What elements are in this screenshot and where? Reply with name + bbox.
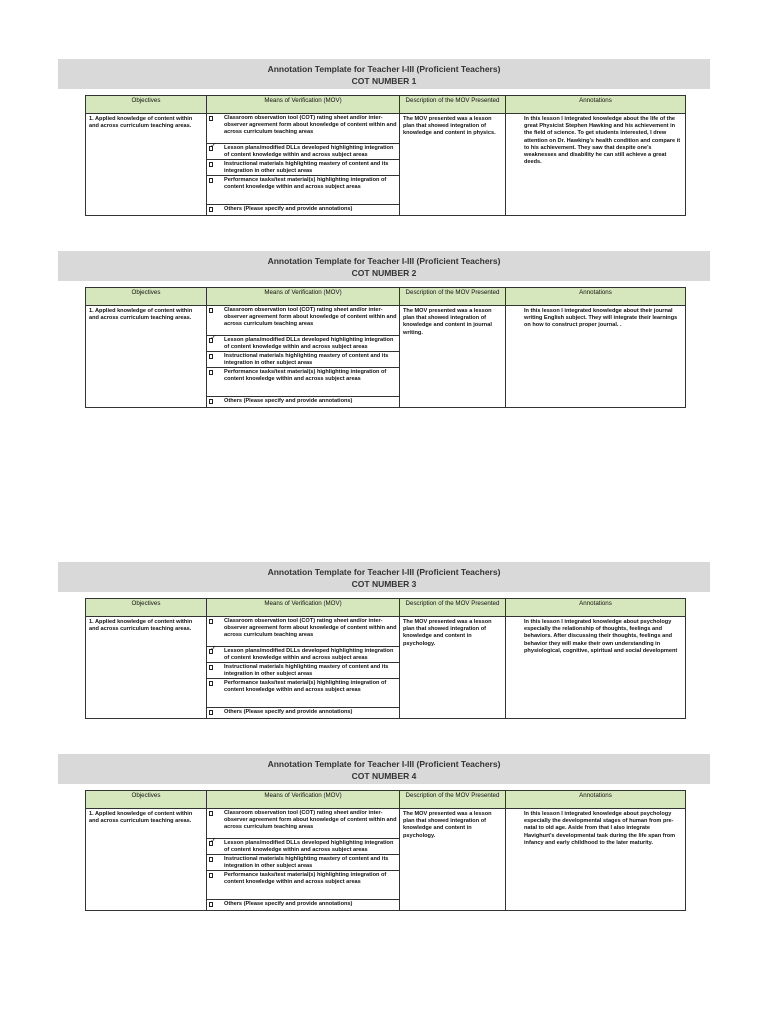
description-cell: The MOV presented was a lesson plan that showed integration of knowledge and content in journal writing. [400, 306, 506, 408]
description-cell: The MOV presented was a lesson plan that showed integration of knowledge and content in psychology. [400, 617, 506, 719]
section-banner [58, 754, 710, 784]
checkbox-icon [209, 398, 217, 407]
template-title: Annotation Template for Teacher I-III (Proficient Teachers) [267, 256, 501, 266]
mov-option-label: Others (Please specify and provide annotations) [224, 901, 353, 907]
mov-option [207, 352, 399, 368]
mov-option-label: Classroom observation tool (COT) rating sheet and/or inter-observer agreement form about knowledge of content within and across curriculum teaching areas [224, 810, 397, 831]
mov-option [207, 160, 399, 176]
mov-option-label: Others (Please specify and provide annotations) [224, 398, 353, 404]
checkbox-icon [209, 369, 217, 396]
checkbox-icon [209, 115, 217, 143]
objective-cell: 1. Applied knowledge of content within and across curriculum teaching areas. [86, 617, 207, 719]
mov-option [207, 205, 399, 215]
checked-checkbox-icon: ✓ [210, 333, 217, 342]
mov-option-label: Lesson plans/modified DLLs developed highlighting integration of content knowledge within and across subject areas [224, 337, 394, 351]
header-annotations: Annotations [506, 96, 686, 114]
annotation-cell: In this lesson I integrated knowledge about the life of the great Physicist Stephen Hawking and his achievement in the field of science. To get students interested, I drew attention on Dr. Hawking's health condition and compare it to his achievement. They saw that despite one's weaknesses and disability he can still achieve a great deeds. [506, 114, 686, 216]
mov-option [207, 114, 399, 144]
mov-option [207, 900, 399, 910]
header-description: Description of the MOV Presented [400, 288, 506, 306]
checkbox-icon [209, 177, 217, 204]
checkbox-icon [209, 664, 217, 678]
header-description: Description of the MOV Presented [400, 791, 506, 809]
template-title: Annotation Template for Teacher I-III (Proficient Teachers) [267, 64, 501, 74]
header-annotations: Annotations [506, 791, 686, 809]
header-mov: Means of Verification (MOV) [207, 96, 400, 114]
annotation-cell: In this lesson I integrated knowledge about psychology especially the relationship of thoughts, feelings and behaviors. After discussing their thoughts, feelings and behavior they will make their own understanding in physiological, cognitive, spiritual and social development [506, 617, 686, 719]
description-cell: The MOV presented was a lesson plan that showed integration of knowledge and content in physics. [400, 114, 506, 216]
mov-option [207, 679, 399, 708]
objective-cell: 1. Applied knowledge of content within and across curriculum teaching areas. [86, 809, 207, 911]
checked-checkbox-icon: ✓ [210, 141, 217, 150]
header-objectives: Objectives [86, 791, 207, 809]
mov-cell [207, 306, 400, 408]
annotation-table [85, 598, 686, 719]
header-description: Description of the MOV Presented [400, 96, 506, 114]
header-objectives: Objectives [86, 288, 207, 306]
header-annotations: Annotations [506, 288, 686, 306]
checkbox-icon [209, 856, 217, 870]
header-objectives: Objectives [86, 599, 207, 617]
checkbox-icon [209, 161, 217, 175]
section-banner [58, 562, 710, 592]
mov-option [207, 644, 399, 663]
objective-cell: 1. Applied knowledge of content within and across curriculum teaching areas. [86, 306, 207, 408]
mov-option-label: Others (Please specify and provide annotations) [224, 206, 353, 212]
checkbox-icon [209, 206, 217, 215]
mov-option-label: Performance tasks/test material(s) highlighting integration of content knowledge within and across subject areas [224, 177, 387, 191]
mov-option [207, 663, 399, 679]
mov-option-label: Classroom observation tool (COT) rating sheet and/or inter-observer agreement form about knowledge of content within and across curriculum teaching areas [224, 618, 397, 639]
checkbox-icon [209, 901, 217, 910]
mov-option [207, 836, 399, 855]
header-objectives: Objectives [86, 96, 207, 114]
mov-option [207, 708, 399, 718]
mov-cell [207, 809, 400, 911]
section-banner [58, 59, 710, 89]
checkbox-icon [209, 680, 217, 707]
checkbox-icon [209, 618, 217, 646]
cot-number: COT NUMBER 4 [351, 771, 417, 781]
mov-option-label: Instructional materials highlighting mastery of content and its integration in other subject areas [224, 856, 389, 870]
mov-option [207, 141, 399, 160]
mov-option-label: Classroom observation tool (COT) rating sheet and/or inter-observer agreement form about knowledge of content within and across curriculum teaching areas [224, 115, 397, 136]
annotation-table [85, 95, 686, 216]
description-cell: The MOV presented was a lesson plan that showed integration of knowledge and content in psychology. [400, 809, 506, 911]
mov-option [207, 397, 399, 407]
checked-checkbox-icon: ✓ [210, 836, 217, 845]
objective-cell: 1. Applied knowledge of content within and across curriculum teaching areas. [86, 114, 207, 216]
annotation-cell: In this lesson I integrated knowledge about their journal writing English subject. They will integrate their learnings on how to construct proper journal. . [506, 306, 686, 408]
header-mov: Means of Verification (MOV) [207, 599, 400, 617]
template-title: Annotation Template for Teacher I-III (Proficient Teachers) [267, 759, 501, 769]
mov-cell [207, 617, 400, 719]
mov-option [207, 617, 399, 647]
checkbox-icon [209, 872, 217, 899]
mov-option [207, 368, 399, 397]
mov-option-label: Lesson plans/modified DLLs developed highlighting integration of content knowledge within and across subject areas [224, 648, 394, 662]
cot-number: COT NUMBER 2 [351, 268, 417, 278]
mov-option-label: Instructional materials highlighting mastery of content and its integration in other subject areas [224, 664, 389, 678]
template-title: Annotation Template for Teacher I-III (Proficient Teachers) [267, 567, 501, 577]
section-banner [58, 251, 710, 281]
checkbox-icon [209, 307, 217, 335]
header-mov: Means of Verification (MOV) [207, 791, 400, 809]
annotation-table [85, 287, 686, 408]
header-description: Description of the MOV Presented [400, 599, 506, 617]
checkbox-icon [209, 709, 217, 718]
checkbox-icon [209, 810, 217, 838]
mov-option [207, 871, 399, 900]
mov-option-label: Performance tasks/test material(s) highlighting integration of content knowledge within and across subject areas [224, 369, 387, 383]
mov-option [207, 306, 399, 336]
mov-option-label: Instructional materials highlighting mastery of content and its integration in other subject areas [224, 161, 389, 175]
mov-option-label: Instructional materials highlighting mastery of content and its integration in other subject areas [224, 353, 389, 367]
mov-option [207, 333, 399, 352]
cot-number: COT NUMBER 1 [351, 76, 417, 86]
cot-number: COT NUMBER 3 [351, 579, 417, 589]
annotation-cell: In this lesson I integrated knowledge about psychology especially the developmental stages of human from pre-natal to old age. Aside from that I also integrate Havighurt's developmental task during the life span from infancy and early childhood to the later maturity. [506, 809, 686, 911]
mov-option [207, 176, 399, 205]
header-mov: Means of Verification (MOV) [207, 288, 400, 306]
mov-cell [207, 114, 400, 216]
checked-checkbox-icon: ✓ [210, 644, 217, 653]
checkbox-icon [209, 353, 217, 367]
mov-option-label: Lesson plans/modified DLLs developed highlighting integration of content knowledge within and across subject areas [224, 145, 394, 159]
mov-option-label: Others (Please specify and provide annotations) [224, 709, 353, 715]
header-annotations: Annotations [506, 599, 686, 617]
mov-option [207, 855, 399, 871]
mov-option-label: Lesson plans/modified DLLs developed highlighting integration of content knowledge within and across subject areas [224, 840, 394, 854]
mov-option [207, 809, 399, 839]
mov-option-label: Classroom observation tool (COT) rating sheet and/or inter-observer agreement form about knowledge of content within and across curriculum teaching areas [224, 307, 397, 328]
mov-option-label: Performance tasks/test material(s) highlighting integration of content knowledge within and across subject areas [224, 872, 387, 886]
mov-option-label: Performance tasks/test material(s) highlighting integration of content knowledge within and across subject areas [224, 680, 387, 694]
annotation-table [85, 790, 686, 911]
